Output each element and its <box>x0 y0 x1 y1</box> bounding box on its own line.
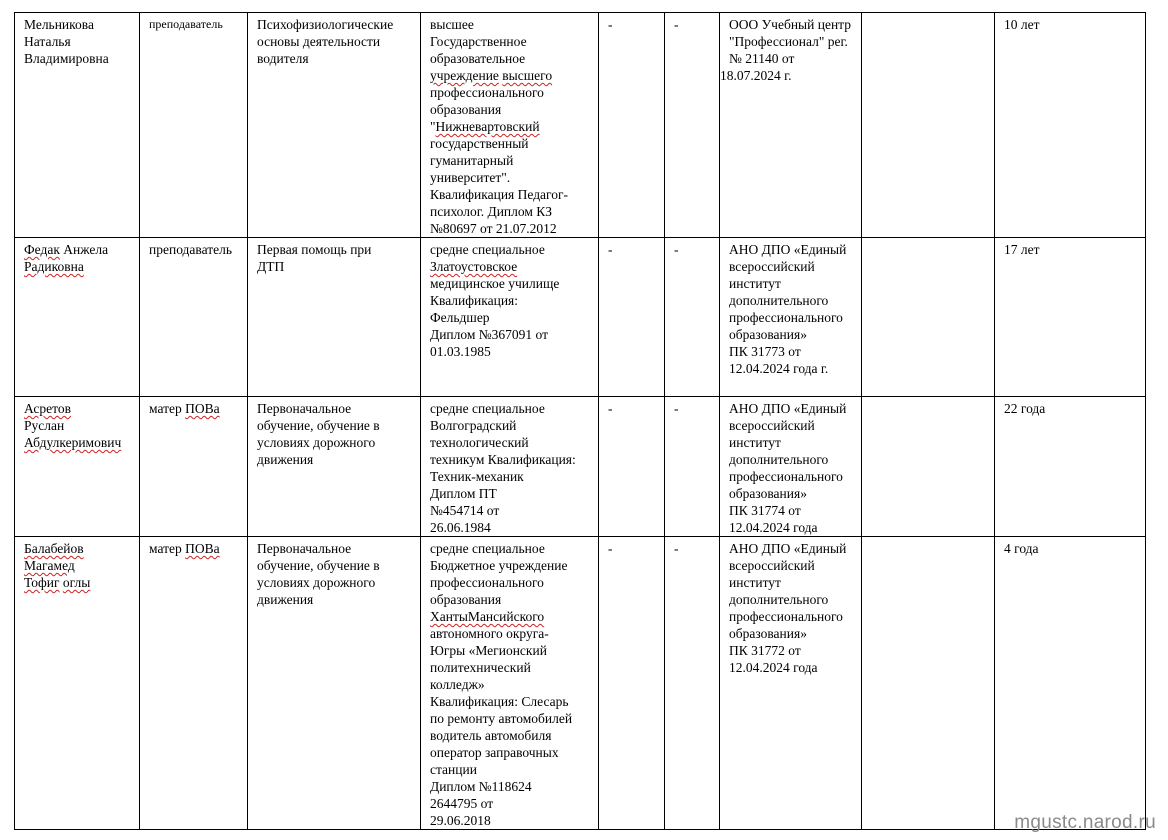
education-text: №454714 от <box>430 503 500 518</box>
education-line <box>430 220 590 237</box>
education-text: университет". <box>430 170 511 185</box>
qualification-course-text: профессионального <box>729 609 843 624</box>
education-line <box>430 434 590 451</box>
education-text: высшего <box>502 68 553 83</box>
education-cell <box>421 13 599 238</box>
qualification-course-line <box>729 557 861 574</box>
discipline-text: условиях дорожного <box>257 575 376 590</box>
qualification-course-text: всероссийский <box>729 418 815 433</box>
teacher-name-text: Магамед <box>24 558 75 573</box>
qualification-course-text: всероссийский <box>729 259 815 274</box>
experience-cell: 10 лет <box>995 13 1146 238</box>
education-line <box>430 275 590 292</box>
qualification-course-text: институт <box>729 276 781 291</box>
discipline-line <box>257 574 412 591</box>
education-text: Нижневартовский <box>435 119 540 134</box>
teacher-name-line <box>24 540 131 557</box>
discipline-cell <box>248 397 421 537</box>
position-cell <box>140 13 248 238</box>
teacher-name-line <box>24 417 131 434</box>
education-cell <box>421 238 599 397</box>
education-text: водитель автомобиля <box>430 728 552 743</box>
qualification-course-line <box>729 16 861 33</box>
qualification-course-text: всероссийский <box>729 558 815 573</box>
education-line <box>430 502 590 519</box>
discipline-line <box>257 417 412 434</box>
qualification-course-text: дополнительного <box>729 592 829 607</box>
education-line <box>430 591 590 608</box>
qualification-course-line <box>729 400 861 417</box>
qualification-course-line <box>729 50 861 67</box>
education-line <box>430 326 590 343</box>
position-line <box>149 241 239 258</box>
education-text: государственный <box>430 136 529 151</box>
qualification-course-line <box>729 360 861 377</box>
extra-info-cell <box>862 397 995 537</box>
degree-cell: - <box>599 397 665 537</box>
education-text: психолог. Диплом КЗ <box>430 204 553 219</box>
qualification-course-text: 12.04.2024 года г. <box>729 361 829 376</box>
teacher-name-line <box>24 241 131 258</box>
discipline-text: движения <box>257 592 314 607</box>
education-line <box>430 50 590 67</box>
teacher-name-cell <box>15 537 140 830</box>
position-text: преподаватель <box>149 17 223 31</box>
education-text: образования <box>430 102 502 117</box>
qualification-course-cell <box>720 397 862 537</box>
education-line <box>430 676 590 693</box>
education-line <box>430 710 590 727</box>
position-line <box>149 16 239 33</box>
qualification-course-text: 12.04.2024 года <box>729 660 818 675</box>
qualification-course-line <box>729 33 861 50</box>
discipline-text: Первоначальное <box>257 541 352 556</box>
qualification-course-text: "Профессионал" рег. <box>729 34 848 49</box>
qualification-course-text: АНО ДПО «Единый <box>729 401 847 416</box>
position-text: преподаватель <box>149 242 233 257</box>
discipline-line <box>257 434 412 451</box>
qualification-course-text: ООО Учебный центр <box>729 17 851 32</box>
education-text: образования <box>430 592 502 607</box>
education-text: гуманитарный <box>430 153 514 168</box>
teacher-name-line <box>24 50 131 67</box>
qualification-course-text: образования» <box>729 486 807 501</box>
education-text: колледж» <box>430 677 485 692</box>
qualification-course-line <box>729 292 861 309</box>
discipline-line <box>257 258 412 275</box>
title-cell: - <box>665 537 720 830</box>
discipline-text: обучение, обучение в <box>257 418 380 433</box>
qualification-course-line <box>729 659 861 676</box>
teacher-name-line <box>24 258 131 275</box>
education-line <box>430 540 590 557</box>
position-line <box>149 540 239 557</box>
education-text: учреждение <box>430 68 499 83</box>
qualification-course-text: ПК 31773 от <box>729 344 801 359</box>
qualification-course-text: институт <box>729 575 781 590</box>
teacher-name-text: Мельникова <box>24 17 94 32</box>
discipline-text: ДТП <box>257 259 285 274</box>
teacher-name-text: Наталья <box>24 34 71 49</box>
qualification-course-line <box>729 574 861 591</box>
teacher-name-text: Анжела <box>59 242 109 257</box>
education-text: Диплом ПТ <box>430 486 497 501</box>
qualification-course-text: профессионального <box>729 469 843 484</box>
qualification-course-line <box>729 642 861 659</box>
education-text: Техник-механик <box>430 469 524 484</box>
education-text: 01.03.1985 <box>430 344 491 359</box>
discipline-line <box>257 33 412 50</box>
education-line <box>430 608 590 625</box>
experience-cell: 17 лет <box>995 238 1146 397</box>
education-line <box>430 625 590 642</box>
education-text: Югры «Мегионский <box>430 643 547 658</box>
education-line <box>430 118 590 135</box>
teacher-name-line <box>24 574 131 591</box>
qualification-course-text: институт <box>729 435 781 450</box>
education-text: средне специальное <box>430 242 545 257</box>
position-text: матер <box>149 541 186 556</box>
table-row <box>15 397 1146 537</box>
education-text: оператор заправочных <box>430 745 559 760</box>
position-line <box>149 400 239 417</box>
education-text: №80697 от 21.07.2012 <box>430 221 557 236</box>
education-text: Диплом №367091 от <box>430 327 549 342</box>
education-text: медицинское училище <box>430 276 560 291</box>
education-line <box>430 241 590 258</box>
position-cell <box>140 397 248 537</box>
discipline-line <box>257 16 412 33</box>
education-line <box>430 169 590 186</box>
discipline-text: Психофизиологические <box>257 17 394 32</box>
education-text: Квалификация Педагог- <box>430 187 569 202</box>
education-text: 26.06.1984 <box>430 520 491 535</box>
education-text: Бюджетное учреждение <box>430 558 568 573</box>
qualification-course-text: дополнительного <box>729 293 829 308</box>
education-line <box>430 761 590 778</box>
qualification-course-line <box>729 502 861 519</box>
education-line <box>430 343 590 360</box>
education-line <box>430 693 590 710</box>
qualification-course-text: дополнительного <box>729 452 829 467</box>
qualification-course-text: АНО ДПО «Единый <box>729 541 847 556</box>
teacher-name-line <box>24 16 131 33</box>
teacher-name-cell <box>15 13 140 238</box>
education-line <box>430 468 590 485</box>
table-row <box>15 537 1146 830</box>
education-text: Квалификация: Слесарь <box>430 694 569 709</box>
education-line <box>430 152 590 169</box>
education-line <box>430 101 590 118</box>
qualification-course-line <box>729 451 861 468</box>
discipline-text: условиях дорожного <box>257 435 376 450</box>
qualification-course-cell <box>720 537 862 830</box>
education-line <box>430 574 590 591</box>
education-line <box>430 203 590 220</box>
extra-info-cell <box>862 238 995 397</box>
education-text: Государственное <box>430 34 527 49</box>
education-line <box>430 135 590 152</box>
education-line <box>430 451 590 468</box>
teacher-name-text: оглы <box>62 575 91 590</box>
education-line <box>430 778 590 795</box>
discipline-line <box>257 50 412 67</box>
teacher-name-text: Радиковна <box>24 259 84 274</box>
extra-info-cell <box>862 537 995 830</box>
education-text: станции <box>430 762 477 777</box>
discipline-line <box>257 540 412 557</box>
degree-cell: - <box>599 537 665 830</box>
education-line <box>430 727 590 744</box>
position-text: матер <box>149 401 186 416</box>
qualification-course-line <box>729 326 861 343</box>
discipline-cell <box>248 537 421 830</box>
education-text: по ремонту автомобилей <box>430 711 573 726</box>
teacher-name-cell <box>15 238 140 397</box>
education-line <box>430 16 590 33</box>
discipline-line <box>257 451 412 468</box>
qualification-course-text: профессионального <box>729 310 843 325</box>
teacher-name-line <box>24 400 131 417</box>
qualification-course-text: № 21140 от <box>729 51 795 66</box>
extra-info-cell <box>862 13 995 238</box>
discipline-line <box>257 591 412 608</box>
education-text: Квалификация: <box>430 293 519 308</box>
position-cell <box>140 238 248 397</box>
teacher-name-cell <box>15 397 140 537</box>
education-line <box>430 417 590 434</box>
education-line <box>430 292 590 309</box>
qualification-course-cell <box>720 238 862 397</box>
discipline-cell <box>248 238 421 397</box>
education-text: 29.06.2018 <box>430 813 491 828</box>
education-line <box>430 33 590 50</box>
position-cell <box>140 537 248 830</box>
qualification-course-line <box>729 485 861 502</box>
qualification-course-line <box>729 625 861 642</box>
education-line <box>430 642 590 659</box>
education-line <box>430 557 590 574</box>
education-cell <box>421 397 599 537</box>
title-cell: - <box>665 13 720 238</box>
teacher-name-text: Федак <box>24 242 60 257</box>
teacher-name-text: Абдулкеримович <box>24 435 122 450</box>
position-text: ПОВа <box>185 401 220 416</box>
qualification-course-line <box>729 258 861 275</box>
education-text: профессионального <box>430 575 544 590</box>
discipline-text: Первоначальное <box>257 401 352 416</box>
qualification-course-line <box>720 67 861 84</box>
education-line <box>430 309 590 326</box>
education-cell <box>421 537 599 830</box>
education-line <box>430 795 590 812</box>
title-cell: - <box>665 397 720 537</box>
education-text: высшее <box>430 17 474 32</box>
discipline-line <box>257 557 412 574</box>
education-text: 2644795 от <box>430 796 494 811</box>
qualification-course-text: 18.07.2024 г. <box>720 68 792 83</box>
degree-cell: - <box>599 13 665 238</box>
qualification-course-line <box>729 519 861 536</box>
discipline-text: обучение, обучение в <box>257 558 380 573</box>
qualification-course-line <box>729 434 861 451</box>
education-text: Фельдшер <box>430 310 490 325</box>
staff-table <box>14 12 1146 830</box>
education-text: техникум Квалификация: <box>430 452 576 467</box>
qualification-course-line <box>729 468 861 485</box>
teacher-name-line <box>24 434 131 451</box>
education-text: автономного округа- <box>430 626 549 641</box>
education-line <box>430 400 590 417</box>
education-text: технологический <box>430 435 529 450</box>
table-row <box>15 13 1146 238</box>
qualification-course-text: ПК 31772 от <box>729 643 801 658</box>
education-text: ХантыМансийского <box>430 609 545 624</box>
education-text: Златоустовское <box>430 259 518 274</box>
discipline-text: движения <box>257 452 314 467</box>
discipline-text: Первая помощь при <box>257 242 372 257</box>
watermark-text: mgustc.narod.ru <box>1014 812 1156 833</box>
education-line <box>430 258 590 275</box>
discipline-line <box>257 241 412 258</box>
teacher-name-text: Балабейов <box>24 541 84 556</box>
qualification-course-line <box>729 275 861 292</box>
education-text: Диплом №118624 <box>430 779 532 794</box>
education-line <box>430 485 590 502</box>
education-line <box>430 519 590 536</box>
title-cell: - <box>665 238 720 397</box>
experience-cell: 22 года <box>995 397 1146 537</box>
discipline-text: основы деятельности <box>257 34 381 49</box>
qualification-course-text: образования» <box>729 626 807 641</box>
qualification-course-text: ПК 31774 от <box>729 503 801 518</box>
qualification-course-line <box>729 608 861 625</box>
qualification-course-line <box>729 591 861 608</box>
education-text: средне специальное <box>430 401 545 416</box>
education-text: " <box>430 119 436 134</box>
position-text: ПОВа <box>185 541 220 556</box>
qualification-course-text: АНО ДПО «Единый <box>729 242 847 257</box>
education-line <box>430 84 590 101</box>
education-text: политехнический <box>430 660 531 675</box>
experience-cell: 4 года <box>995 537 1146 830</box>
teacher-name-line <box>24 33 131 50</box>
education-line <box>430 812 590 829</box>
education-line <box>430 186 590 203</box>
education-text: средне специальное <box>430 541 545 556</box>
education-text: Волгоградский <box>430 418 517 433</box>
qualification-course-line <box>729 309 861 326</box>
discipline-line <box>257 400 412 417</box>
qualification-course-text: 12.04.2024 года <box>729 520 818 535</box>
teacher-name-text: Асретов <box>24 401 71 416</box>
qualification-course-cell <box>720 13 862 238</box>
teacher-name-text: Владимировна <box>24 51 109 66</box>
education-line <box>430 67 590 84</box>
qualification-course-line <box>729 343 861 360</box>
table-row <box>15 238 1146 397</box>
education-text: образовательное <box>430 51 526 66</box>
teacher-name-text: Тофиг <box>24 575 60 590</box>
teacher-name-line <box>24 557 131 574</box>
education-line <box>430 659 590 676</box>
teacher-name-text: Руслан <box>24 418 65 433</box>
education-line <box>430 744 590 761</box>
qualification-course-line <box>729 241 861 258</box>
qualification-course-line <box>729 540 861 557</box>
discipline-cell <box>248 13 421 238</box>
qualification-course-line <box>729 417 861 434</box>
degree-cell: - <box>599 238 665 397</box>
education-text: профессионального <box>430 85 544 100</box>
discipline-text: водителя <box>257 51 309 66</box>
qualification-course-text: образования» <box>729 327 807 342</box>
